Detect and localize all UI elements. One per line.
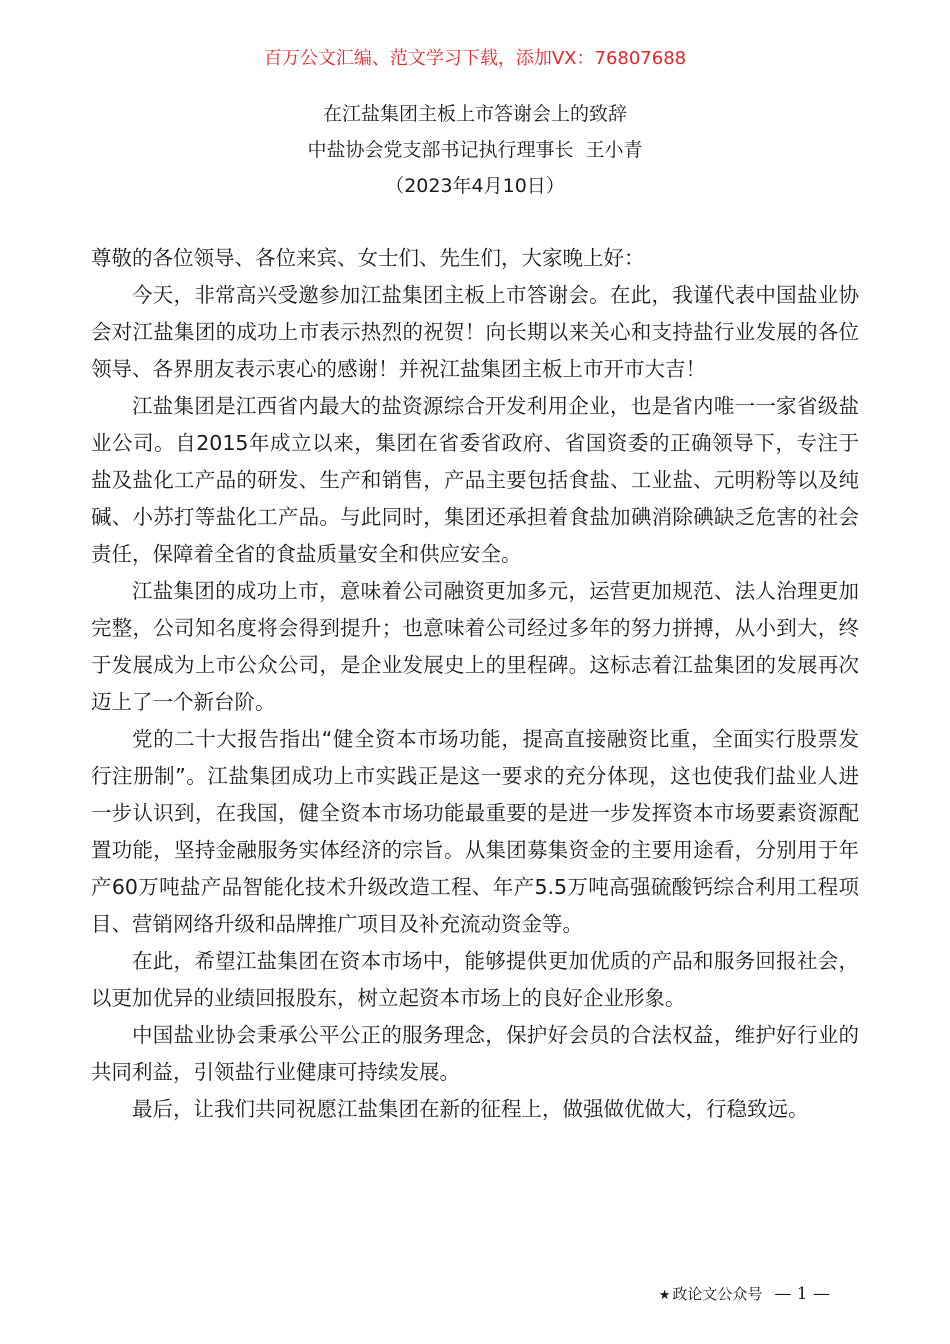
title-block (0, 96, 950, 204)
speech-date: （2023年4月10日） (385, 175, 565, 197)
body-paragraph-2: 江盐集团是江西省内最大的盐资源综合开发利用企业，也是省内唯一一家省级盐业公司。自2015年成立以来，集团在省委省政府、省国资委的正确领导下，专注于盐及盐化工产品的研发、生产和销售，产品主要包括食盐、工业盐、元明粉等以及纯碱、小苏打等盐化工产品。与此同时，集团还承担着食盐加碘消除碘缺乏危害的社会责任，保障着全省的食盐质量安全和供应安全。 (91, 394, 859, 566)
body-paragraph-1: 今天，非常高兴受邀参加江盐集团主板上市答谢会。在此，我谨代表中国盐业协会对江盐集团的成功上市表示热烈的祝贺！向长期以来关心和支持盐行业发展的各位领导、各界朋友表示衷心的感谢！并祝江盐集团主板上市开市大吉！ (91, 283, 859, 381)
speech-body (91, 240, 859, 1128)
star-icon: ★ (658, 1288, 671, 1303)
page-number: — 1 — (774, 1284, 830, 1304)
speaker-line: 中盐协会党支部书记执行理事长 王小青 (307, 139, 643, 161)
salutation-paragraph: 尊敬的各位领导、各位来宾、女士们、先生们，大家晚上好： (91, 246, 645, 270)
body-paragraph-5: 在此，希望江盐集团在资本市场中，能够提供更加优质的产品和服务回报社会，以更加优异的业绩回报股东，树立起资本市场上的良好企业形象。 (91, 949, 859, 1010)
body-paragraph-3: 江盐集团的成功上市，意味着公司融资更加多元，运营更加规范、法人治理更加完整，公司知名度将会得到提升；也意味着公司经过多年的努力拼搏，从小到大，终于发展成为上市公众公司，是企业发展史上的里程碑。这标志着江盐集团的发展再次迈上了一个新台阶。 (91, 579, 859, 714)
page-footer (659, 1281, 830, 1309)
body-paragraph-7: 最后，让我们共同祝愿江盐集团在新的征程上，做强做优做大，行稳致远。 (132, 1097, 809, 1121)
speech-title: 在江盐集团主板上市答谢会上的致辞 (322, 103, 627, 125)
promo-banner: 百万公文汇编、范文学习下载，添加VX：76807688 (263, 48, 687, 69)
body-paragraph-4: 党的二十大报告指出“健全资本市场功能，提高直接融资比重，全面实行股票发行注册制”。江盐集团成功上市实践正是这一要求的充分体现，这也使我们盐业人进一步认识到，在我国，健全资本市场功能最重要的是进一步发挥资本市场要素资源配置功能，坚持金融服务实体经济的宗旨。从集团募集资金的主要用途看，分别用于年产60万吨盐产品智能化技术升级改造工程、年产5.5万吨高强硫酸钙综合利用工程项目、营销网络升级和品牌推广项目及补充流动资金等。 (91, 727, 859, 936)
footer-source: 政论文公众号 (672, 1285, 763, 1303)
body-paragraph-6: 中国盐业协会秉承公平公正的服务理念，保护好会员的合法权益，维护好行业的共同利益，引领盐行业健康可持续发展。 (91, 1023, 859, 1084)
